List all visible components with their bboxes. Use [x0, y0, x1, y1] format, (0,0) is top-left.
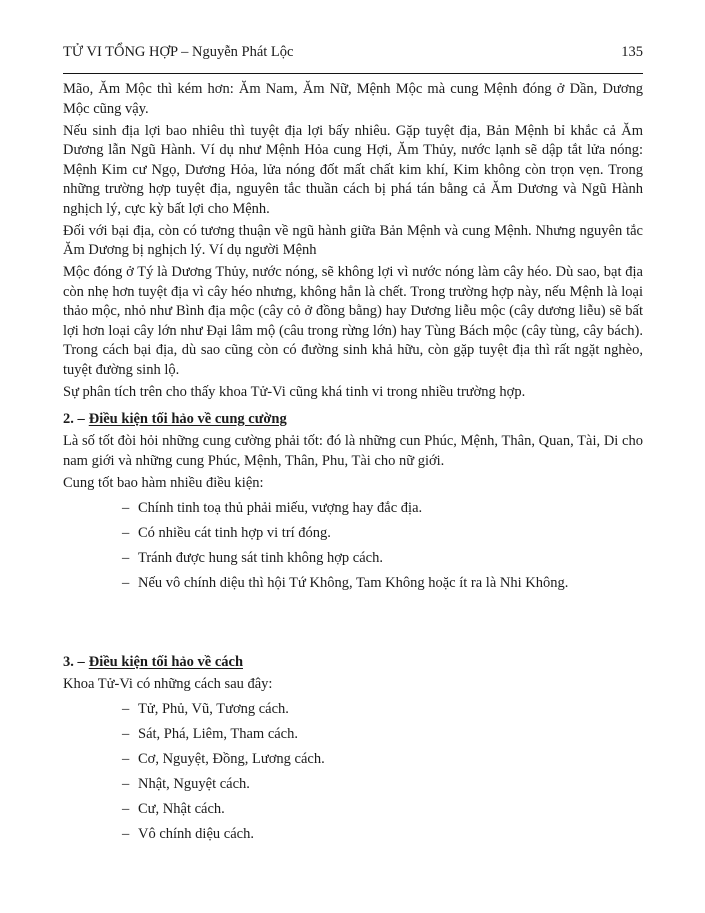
bullet-text: Vô chính diệu cách.: [138, 826, 254, 842]
bullet-text: Nếu vô chính diệu thì hội Tứ Không, Tam Không hoặc ít ra là Nhi Không.: [138, 574, 569, 591]
bullet-item: [63, 524, 643, 544]
dash-bullet-icon: –: [122, 524, 130, 541]
page-header: [63, 44, 643, 61]
bullet-item: [63, 700, 643, 720]
dash-bullet-icon: –: [122, 776, 130, 792]
bullet-item: [63, 574, 643, 594]
dash-bullet-icon: –: [122, 549, 130, 566]
section-3-number: 3. –: [63, 654, 85, 670]
bullet-item: [63, 825, 643, 845]
section-2-bullet-list: [63, 499, 643, 594]
running-title: TỬ VI TỔNG HỢP – Nguyễn Phát Lộc: [63, 44, 294, 60]
dash-bullet-icon: –: [122, 826, 130, 842]
bullet-item: [63, 750, 643, 770]
section-3-title: Điều kiện tối hảo về cách: [88, 654, 244, 670]
section-3-lead: Khoa Tử-Vi có những cách sau đây:: [63, 676, 273, 692]
page-body: [63, 80, 643, 845]
bullet-text: Tránh được hung sát tinh không hợp cách.: [138, 549, 383, 566]
paragraph-4: Mộc đóng ở Tý là Dương Thủy, nước nóng, sẽ không lợi vì nước nóng làm cây héo. Dù sao, bạt địa còn nhẹ hơn tuyệt địa vì cây héo nhưng, không hẳn là chết. Trong trường hợp này, nếu Mệnh là loại thảo mộc, nhỏ như Bình địa mộc (cây cỏ ở đồng bằng) hay Dương liễu mộc (cây dương liễu) sẽ bất lợi hơn loại cây lớn như Đại lâm mộ (câu trong rừng lớn) hay Tùng Bách mộc (cây tùng, cây bách). Trong cách bại địa, dù sao cũng còn có đường sinh khả hữu, còn gặp tuyệt địa thì rất ngặt nghèo, tuyệt đường sinh lộ.: [63, 264, 643, 378]
section-3-heading: [63, 653, 643, 673]
bullet-item: [63, 549, 643, 569]
section-2-lead: Cung tốt bao hàm nhiều điều kiện:: [63, 474, 264, 491]
dash-bullet-icon: –: [122, 701, 130, 717]
bullet-text: Cơ, Nguyệt, Đồng, Lương cách.: [138, 751, 325, 767]
bullet-text: Nhật, Nguyệt cách.: [138, 776, 250, 792]
bullet-text: Sát, Phá, Liêm, Tham cách.: [138, 726, 298, 742]
section-2-heading: [63, 410, 643, 430]
section-2-intro: Là số tốt đòi hỏi những cung cường phải tốt: đó là những cun Phúc, Mệnh, Thân, Quan, Tài, Di cho nam giới và những cung Phúc, Mệnh, Thân, Phu, Tài cho nữ giới.: [63, 433, 643, 469]
dash-bullet-icon: –: [122, 574, 130, 591]
paragraph-2: Nếu sinh địa lợi bao nhiêu thì tuyệt địa lợi bấy nhiêu. Gặp tuyệt địa, Bản Mệnh bỉ khắc cả Ăm Dương lẫn Ngũ Hành. Ví dụ như Mệnh Hỏa cung Hợi, Ăm Thủy, nước lạnh sẽ dập tắt lửa nóng: Mệnh Kim cư Ngọ, Dương Hỏa, lửa nóng đốt mất chất kim khí, Kim không còn trọn vẹn. Trong những trường hợp tuyệt địa, nguyên tắc thuần cách bị phá tán bằng cả Ăm Dương và Ngũ Hành nghịch lý, cực kỳ bất lợi cho Mệnh.: [63, 122, 643, 217]
paragraph-1: Mão, Ăm Mộc thì kém hơn: Ăm Nam, Ăm Nữ, Mệnh Mộc mà cung Mệnh đóng ở Dần, Dương Mộc cũng vậy.: [63, 81, 643, 117]
paragraph-3: Đối với bại địa, còn có tương thuận về ngũ hành giữa Bản Mệnh và cung Mệnh. Nhưng nguyên tắc Ăm Dương bị nghịch lý. Ví dụ người Mệnh: [63, 222, 643, 258]
bullet-text: Chính tinh toạ thủ phải miếu, vượng hay đắc địa.: [138, 499, 423, 516]
dash-bullet-icon: –: [122, 499, 130, 516]
bullet-item: [63, 800, 643, 820]
dash-bullet-icon: –: [122, 751, 130, 767]
dash-bullet-icon: –: [122, 801, 130, 817]
section-2-number: 2. –: [63, 411, 85, 427]
page-number: 135: [621, 44, 643, 60]
bullet-text: Tử, Phủ, Vũ, Tương cách.: [138, 701, 289, 717]
bullet-text: Cư, Nhật cách.: [138, 801, 225, 817]
bullet-text: Có nhiều cát tinh hợp vi trí đóng.: [138, 524, 331, 541]
section-2-title: Điều kiện tối hảo về cung cường: [88, 411, 287, 427]
header-rule: [63, 73, 643, 74]
bullet-item: [63, 499, 643, 519]
bullet-item: [63, 775, 643, 795]
dash-bullet-icon: –: [122, 726, 130, 742]
section-3-bullet-list: [63, 700, 643, 845]
paragraph-5: Sự phân tích trên cho thấy khoa Tử-Vi cũng khá tinh vi trong nhiều trường hợp.: [63, 383, 526, 400]
bullet-item: [63, 725, 643, 745]
